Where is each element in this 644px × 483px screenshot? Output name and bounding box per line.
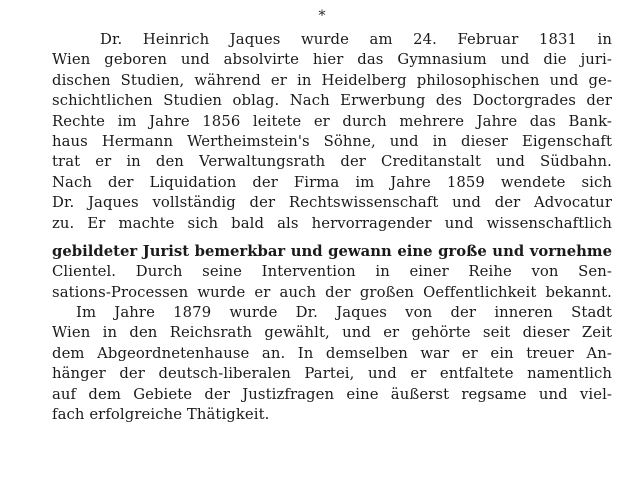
text-line: Nach der Liquidation der Firma im Jahre 1859 wendete sich xyxy=(52,173,612,191)
text-line: Dr. Heinrich Jaques wurde am 24. Februar 1831 in xyxy=(100,31,612,48)
text-line: hänger der deutsch-liberalen Partei, und er entfaltete namentlich xyxy=(52,365,612,383)
text-line: dischen Studien, während er in Heidelberg philosophischen und ge- xyxy=(52,71,612,89)
text-line: Dr. Jaques vollständig der Rechtswissenschaft und der Advocatur xyxy=(52,194,612,212)
text-line: trat er in den Verwaltungsrath der Creditanstalt und Südbahn. xyxy=(52,153,612,171)
text-line: dem Abgeordnetenhause an. In demselben war er ein treuer An- xyxy=(52,344,612,362)
ornament-asterisk: * xyxy=(318,8,326,24)
text-line-bold: gebildeter Jurist bemerkbar und gewann eine große und vornehme xyxy=(52,242,612,260)
paragraph-biography xyxy=(52,30,612,425)
text-line: Im Jahre 1879 wurde Dr. Jaques von der inneren Stadt xyxy=(76,304,612,322)
text-line: sations-Processen wurde er auch der großen Oeffentlichkeit bekannt. xyxy=(52,283,612,301)
line-gap xyxy=(52,234,612,242)
text-line: Rechte im Jahre 1856 leitete er durch mehrere Jahre das Bank- xyxy=(52,112,612,130)
text-line: haus Hermann Wertheimstein's Söhne, und in dieser Eigenschaft xyxy=(52,132,612,150)
text-line: fach erfolgreiche Thätigkeit. xyxy=(52,406,270,424)
text-line: Wien geboren und absolvirte hier das Gymnasium und die juri- xyxy=(52,51,612,69)
text-line: schichtlichen Studien oblag. Nach Erwerbung des Doctorgrades der xyxy=(52,92,612,110)
text-line: Clientel. Durch seine Intervention in einer Reihe von Sen- xyxy=(52,263,612,281)
text-line: auf dem Gebiete der Justizfragen eine äußerst regsame und viel- xyxy=(52,385,612,403)
text-line: Wien in den Reichsrath gewählt, und er gehörte seit dieser Zeit xyxy=(52,324,612,342)
text-line: zu. Er machte sich bald als hervorragender und wissenschaftlich xyxy=(52,214,612,232)
